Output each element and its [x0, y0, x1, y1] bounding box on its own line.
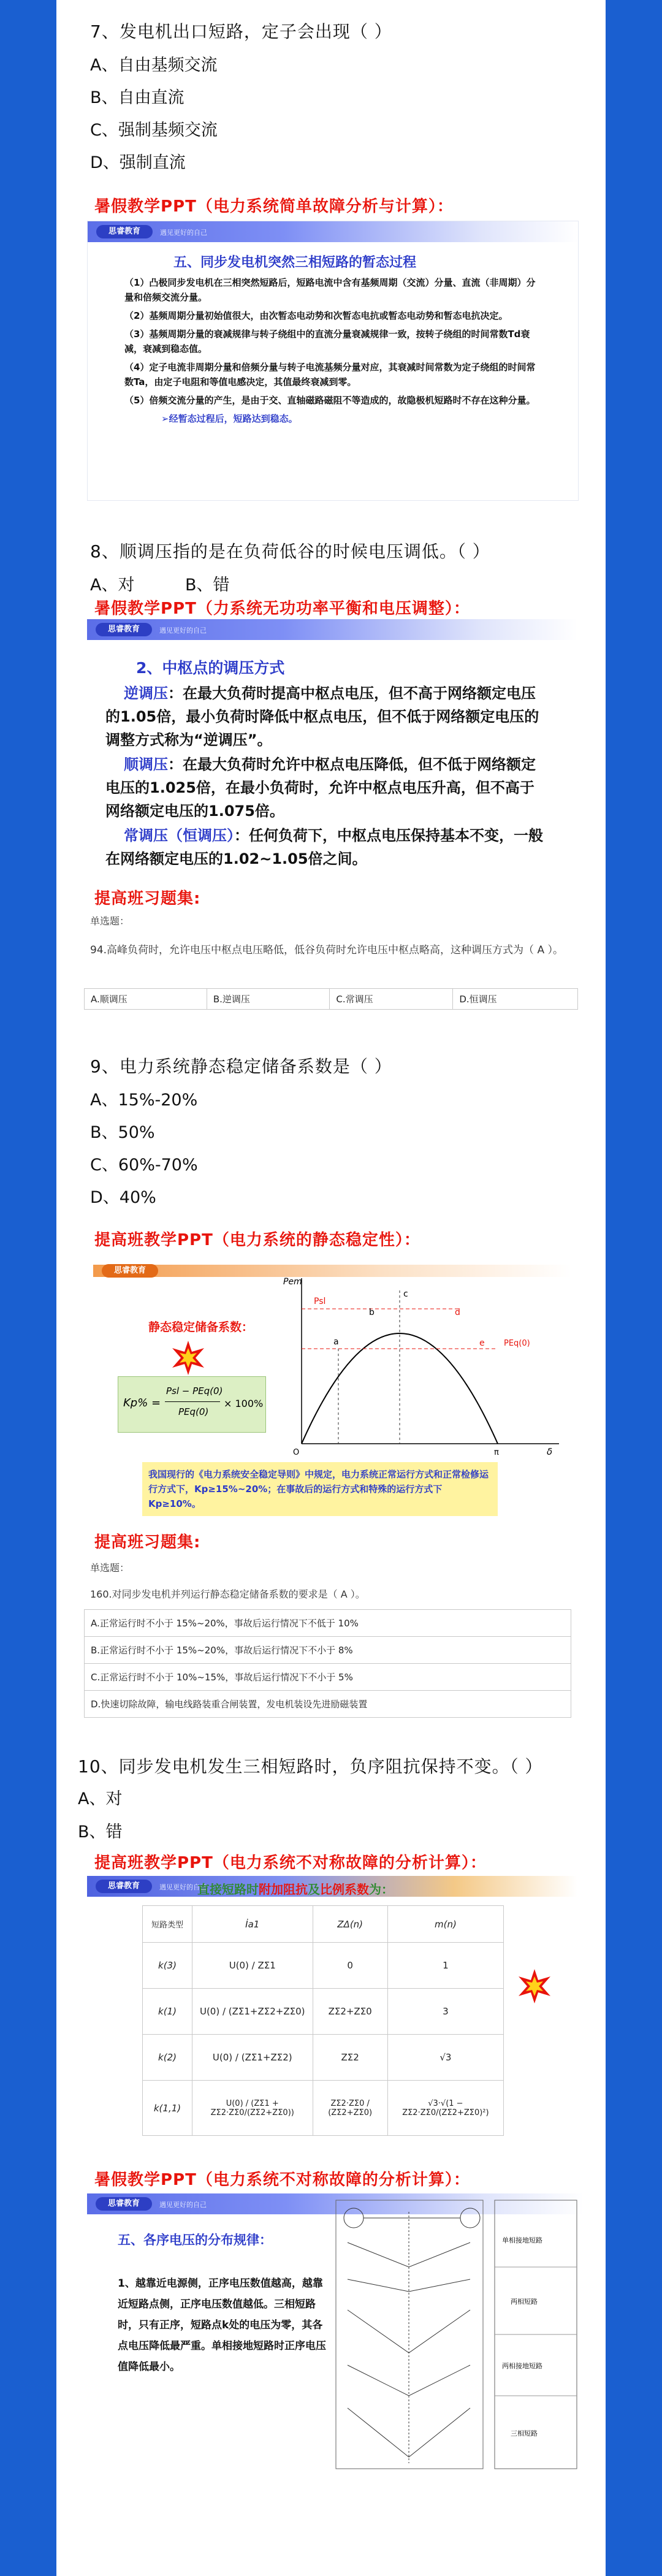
formula-numerator: Psl − PEq(0) — [166, 1385, 223, 1397]
star-burst-icon — [170, 1339, 207, 1376]
power-angle-chart — [277, 1272, 565, 1456]
table-header-zdelta: ZΔ(n) — [313, 1906, 387, 1943]
formula-left: Kp% = — [123, 1397, 161, 1409]
label-e: e — [479, 1338, 485, 1348]
table-header-ia1: İa1 — [192, 1906, 313, 1943]
ref10b-slide — [87, 2193, 584, 2482]
table-header-type: 短路类型 — [143, 1906, 192, 1943]
formula-box — [118, 1376, 266, 1433]
star-burst-icon — [516, 1968, 553, 2005]
brand-slogan: 遇见更好的自己 — [159, 627, 207, 634]
q7-option-c[interactable]: C、强制基频交流 — [90, 121, 218, 140]
table-cell: √3 — [387, 2035, 503, 2081]
ref8-label-3: 常调压（恒调压） — [124, 827, 234, 844]
ex8-options-table — [84, 988, 578, 1010]
table-cell: 0 — [313, 1943, 387, 1989]
ref7-heading: 五、同步发电机突然三相短路的暂态过程 — [173, 255, 417, 270]
q9-option-c[interactable]: C、60%-70% — [90, 1156, 198, 1175]
ref7-items — [124, 275, 541, 426]
table-cell: U(0) / ZΣ1 — [192, 1943, 313, 1989]
heading-part-1: 直接短路时 — [197, 1882, 259, 1897]
q10-option-a[interactable]: A、对 — [78, 1789, 123, 1808]
ref8-text-2: ：在最大负荷时允许中枢点电压降低，但不低于网络额定电压的1.025倍，在最小负荷时，允许中枢点电压升高，但不高于网络额定电压的1.075倍。 — [105, 756, 536, 820]
heading-part-5: 为： — [369, 1882, 394, 1897]
q7-option-b[interactable]: B、自由直流 — [90, 88, 185, 107]
label-pem: Pem — [283, 1277, 302, 1287]
label-peq0: PEq(0) — [504, 1339, 530, 1348]
ref10b-heading: 五、各序电压的分布规律： — [118, 2233, 272, 2247]
table-cell: √3·√(1 − ZΣ2·ZΣ0/(ZΣ2+ZΣ0)²) — [387, 2081, 503, 2136]
ref7-item-6: ➢经暂态过程后，短路达到稳态。 — [161, 413, 298, 424]
ex8-title: 提高班习题集: — [94, 890, 201, 908]
label-delta: δ — [547, 1446, 553, 1456]
table-cell: ZΣ2 — [313, 2035, 387, 2081]
legend-three-phase: 三相短路 — [511, 2429, 538, 2437]
label-a: a — [333, 1337, 339, 1347]
ex9-option-a[interactable]: A.正常运行时不小于 15%~20%，事故后运行情况下不低于 10% — [85, 1610, 571, 1637]
ex8-stem: 94.高峰负荷时，允许电压中枢点电压略低，低谷负荷时允许电压中枢点略高，这种调压方式为（ A ）。 — [90, 944, 563, 956]
formula-right: × 100% — [224, 1398, 264, 1409]
heading-part-4: 比例系数 — [320, 1882, 369, 1897]
label-c: c — [403, 1289, 408, 1299]
table-cell: 1 — [387, 1943, 503, 1989]
ex9-type: 单选题： — [90, 1562, 130, 1574]
q8-option-b[interactable]: B、错 — [185, 576, 230, 595]
ex8-option-c[interactable]: C.常调压 — [330, 989, 453, 1010]
content-page — [56, 0, 606, 2576]
ref8-label-2: 顺调压 — [124, 756, 168, 773]
generator-icon — [460, 2208, 480, 2228]
brand-logo: 思睿教育 — [96, 225, 153, 238]
table-cell: ZΣ2·ZΣ0 / (ZΣ2+ZΣ0) — [313, 2081, 387, 2136]
ref10b-text: 1、越靠近电源侧，正序电压数值越高，越靠近短路点侧，正序电压数值越低。三相短路时，只有正序，短路点k处的电压为零，其各点电压降低最严重。单相接地短路时正序电压值降低最小。 — [118, 2277, 326, 2373]
ex8-type: 单选题： — [90, 915, 130, 927]
table-cell: k(1) — [143, 1989, 192, 2035]
ref10-heading — [197, 1880, 394, 1897]
brand-logo: 思睿教育 — [96, 2197, 152, 2211]
ref9-subtitle: 静态稳定储备系数： — [148, 1320, 254, 1334]
ex8-option-b[interactable]: B.逆调压 — [207, 989, 330, 1010]
ref7-item-2: （2）基频周期分量初始值很大，由次暂态电动势和次暂态电抗或暂态电动势和暂态电抗决定。 — [124, 310, 508, 321]
ref10-slide — [87, 1876, 577, 2152]
q7-option-d[interactable]: D、强制直流 — [90, 153, 186, 172]
ex9-option-c[interactable]: C.正常运行时不小于 10%~15%，事故后运行情况下不小于 5% — [85, 1664, 571, 1691]
ref7-slide — [87, 221, 579, 501]
heading-part-2: 附加阻抗 — [259, 1882, 308, 1897]
brand-slogan: 遇见更好的自己 — [160, 229, 207, 237]
question-7-stem: 7、发电机出口短路，定子会出现（ ） — [90, 21, 392, 42]
ref7-item-3: （3）基频周期分量的衰减规律与转子绕组中的直流分量衰减规律一致，按转子绕组的时间常数Td衰减，衰减到稳态值。 — [124, 329, 530, 354]
heading-part-3: 及 — [308, 1882, 320, 1897]
table-cell: U(0) / (ZΣ1+ZΣ2+ZΣ0) — [192, 1989, 313, 2035]
generator-icon — [344, 2208, 363, 2228]
table-cell: ZΣ2+ZΣ0 — [313, 1989, 387, 2035]
ref7-item-4: （4）定子电流非周期分量和倍频分量与转子电流基频分量对应，其衰减时间常数为定子绕组的时间常数Ta，由定子电阻和等值电感决定，其值最终衰减到零。 — [124, 362, 536, 387]
ref7-title: 暑假教学PPT（电力系统简单故障分析与计算）： — [94, 197, 454, 216]
q9-option-d[interactable]: D、40% — [90, 1188, 156, 1207]
ref10-title: 提高班教学PPT（电力系统不对称故障的分析计算）： — [94, 1854, 487, 1872]
table-cell: U(0) / (ZΣ1 + ZΣ2·ZΣ0/(ZΣ2+ZΣ0)) — [192, 2081, 313, 2136]
ref8-text-3: ：任何负荷下，中枢点电压保持基本不变，一般在网络额定电压的1.02~1.05倍之间。 — [105, 827, 543, 867]
ex9-title: 提高班习题集: — [94, 1533, 201, 1552]
sequence-voltage-diagram — [335, 2200, 577, 2469]
question-10-stem: 10、同步发电机发生三相短路时，负序阻抗保持不变。（ ） — [78, 1756, 543, 1777]
brand-logo: 思睿教育 — [102, 1264, 158, 1278]
stability-note: 我国现行的《电力系统安全稳定导则》中规定，电力系统正常运行方式和正常检修运行方式下，Kp≥15%~20%；在事故后的运行方式和特殊的运行方式下Kp≥10%。 — [142, 1462, 498, 1516]
brand-logo: 思睿教育 — [96, 1880, 152, 1893]
brand-slogan: 遇见更好的自己 — [159, 2201, 207, 2209]
ex9-stem: 160.对同步发电机并列运行静态稳定储备系数的要求是（ A ）。 — [90, 1588, 365, 1600]
q10-option-b[interactable]: B、错 — [78, 1823, 123, 1842]
label-d: d — [455, 1308, 460, 1317]
label-psl: Psl — [314, 1297, 326, 1306]
ref9-title: 提高班教学PPT（电力系统的静态稳定性）： — [94, 1231, 420, 1249]
curve — [348, 2365, 470, 2396]
table-cell: U(0) / (ZΣ1+ZΣ2) — [192, 2035, 313, 2081]
table-cell: 3 — [387, 1989, 503, 2035]
diagram-frame — [336, 2200, 483, 2469]
question-8-stem: 8、顺调压指的是在负荷低谷的时候电压调低。（ ） — [90, 541, 490, 562]
impedance-table — [142, 1905, 504, 2136]
ref8-heading: 2、中枢点的调压方式 — [136, 659, 285, 677]
ex9-option-d[interactable]: D.快速切除故障，输电线路装重合闸装置，发电机装设先进励磁装置 — [85, 1691, 571, 1718]
ref9-slide — [93, 1260, 571, 1520]
ex8-option-a[interactable]: A.顺调压 — [85, 989, 207, 1010]
ex9-options-table — [84, 1609, 571, 1718]
ref7-item-5: （5）倍频交流分量的产生，是由于交、直轴磁路磁阻不等造成的，故隐极机短路时不存在这种分量。 — [124, 395, 536, 406]
q8-option-a[interactable]: A、对 — [90, 576, 135, 595]
fraction-line — [165, 1401, 220, 1402]
label-b: b — [369, 1308, 375, 1317]
ex8-option-d[interactable]: D.恒调压 — [453, 989, 578, 1010]
legend-single-phase: 单相接地短路 — [502, 2236, 542, 2244]
ex9-option-b[interactable]: B.正常运行时不小于 15%~20%，事故后运行情况下不小于 8% — [85, 1637, 571, 1664]
q7-option-a[interactable]: A、自由基频交流 — [90, 56, 218, 75]
label-origin: O — [293, 1448, 300, 1456]
formula-denominator: PEq(0) — [178, 1406, 209, 1417]
table-cell: k(3) — [143, 1943, 192, 1989]
ref7-item-1: （1）凸极同步发电机在三相突然短路后，短路电流中含有基频周期（交流）分量、直流（非周期）分量和倍频交流分量。 — [124, 277, 536, 303]
legend-two-phase: 两相短路 — [511, 2298, 538, 2306]
ref8-body — [105, 682, 547, 871]
ref8-title: 暑假教学PPT（力系统无功功率平衡和电压调整）： — [94, 600, 470, 618]
brand-logo: 思睿教育 — [96, 623, 152, 636]
q9-option-a[interactable]: A、15%-20% — [90, 1091, 198, 1110]
table-cell: k(2) — [143, 2035, 192, 2081]
ref10b-title: 暑假教学PPT（电力系统不对称故障的分析计算）： — [94, 2171, 470, 2189]
ref8-slide — [87, 619, 577, 883]
ref8-text-1: ：在最大负荷时提高中枢点电压，但不高于网络额定电压的1.05倍，最小负荷时降低中枢点电压，但不低于网络额定电压的调整方式称为“逆调压”。 — [105, 685, 539, 749]
label-pi: π — [494, 1448, 499, 1456]
table-cell: k(1,1) — [143, 2081, 192, 2136]
ref8-label-1: 逆调压 — [124, 685, 168, 702]
question-9-stem: 9、电力系统静态稳定储备系数是（ ） — [90, 1056, 392, 1077]
table-header-m: m(n) — [387, 1906, 503, 1943]
brand-slogan: 遇见更好的自己 — [159, 1883, 207, 1891]
legend-two-phase-ground: 两相接地短路 — [502, 2362, 542, 2370]
q9-option-b[interactable]: B、50% — [90, 1123, 155, 1142]
